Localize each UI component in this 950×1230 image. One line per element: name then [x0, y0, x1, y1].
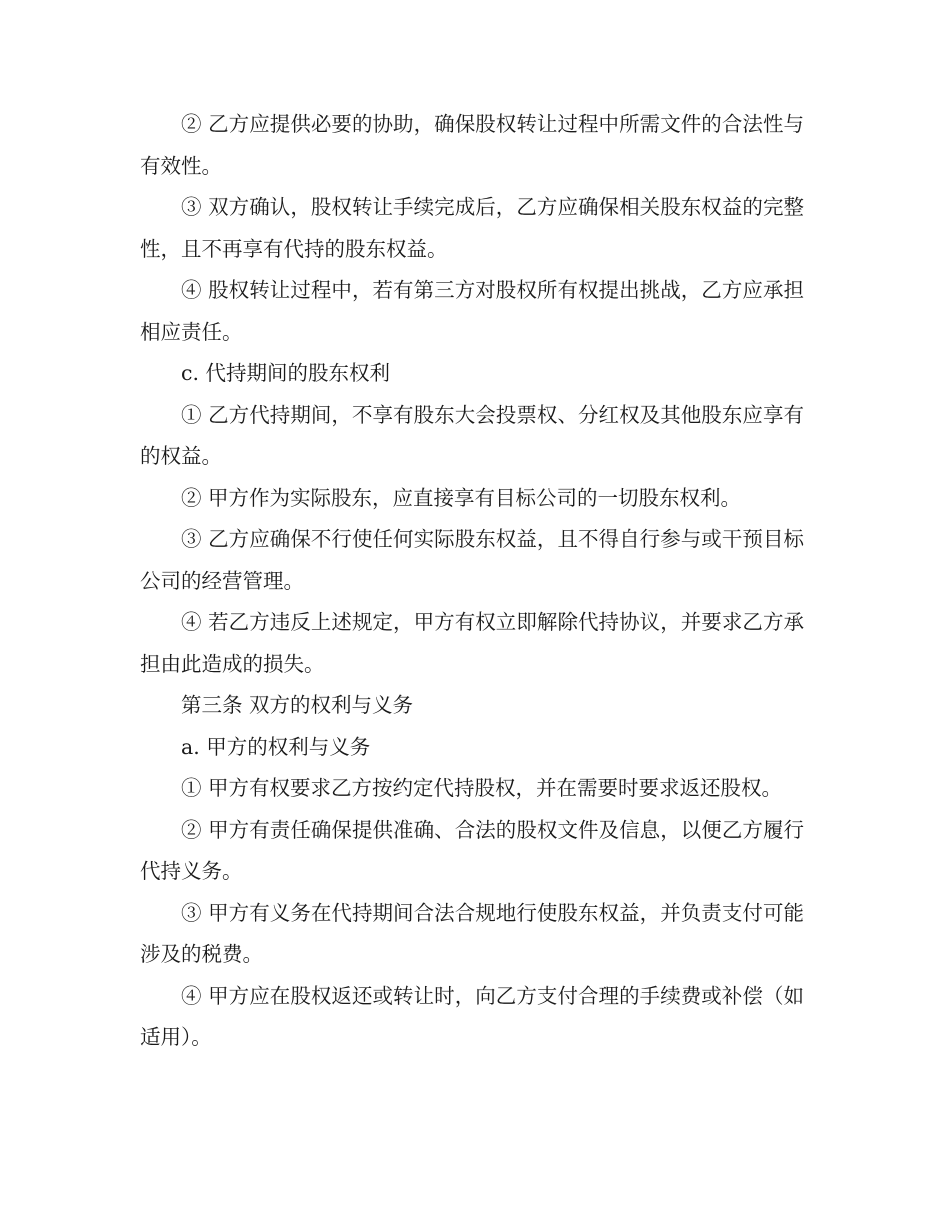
paragraph-clause-3-a-2: ② 甲方有责任确保提供准确、合法的股权文件及信息，以便乙方履行代持义务。 [140, 817, 804, 883]
section-heading-2-c: c. 代持期间的股东权利 [181, 361, 391, 385]
section-heading-3-a: a. 甲方的权利与义务 [181, 734, 371, 759]
paragraph-clause-3-a-1: ① 甲方有权要求乙方按约定代持股权，并在需要时要求返还股权。 [181, 776, 783, 800]
paragraph-clause-2-c-1: ① 乙方代持期间，不享有股东大会投票权、分红权及其他股东应享有的权益。 [140, 402, 804, 468]
paragraph-clause-2-c-2: ② 甲方作为实际股东，应直接享有目标公司的一切股东权利。 [181, 485, 742, 510]
paragraph-clause-2-c-4: ④ 若乙方违反上述规定，甲方有权立即解除代持协议，并要求乙方承担由此造成的损失。 [140, 610, 804, 676]
paragraph-clause-3-a-4: ④ 甲方应在股权返还或转让时，向乙方支付合理的手续费或补偿（如适用）。 [140, 983, 804, 1049]
document-body [140, 104, 804, 1059]
article-heading-3: 第三条 双方的权利与义务 [181, 693, 414, 717]
paragraph-clause-2-c-3: ③ 乙方应确保不行使任何实际股东权益，且不得自行参与或干预目标公司的经营管理。 [140, 527, 804, 593]
paragraph-clause-3-a-3: ③ 甲方有义务在代持期间合法合规地行使股东权益，并负责支付可能涉及的税费。 [140, 900, 804, 966]
paragraph-clause-2-b-2: ② 乙方应提供必要的协助，确保股权转让过程中所需文件的合法性与有效性。 [140, 112, 804, 178]
paragraph-clause-2-b-3: ③ 双方确认，股权转让手续完成后，乙方应确保相关股东权益的完整性，且不再享有代持的股东权益。 [140, 195, 804, 261]
paragraph-clause-2-b-4: ④ 股权转让过程中，若有第三方对股权所有权提出挑战，乙方应承担相应责任。 [140, 278, 804, 344]
